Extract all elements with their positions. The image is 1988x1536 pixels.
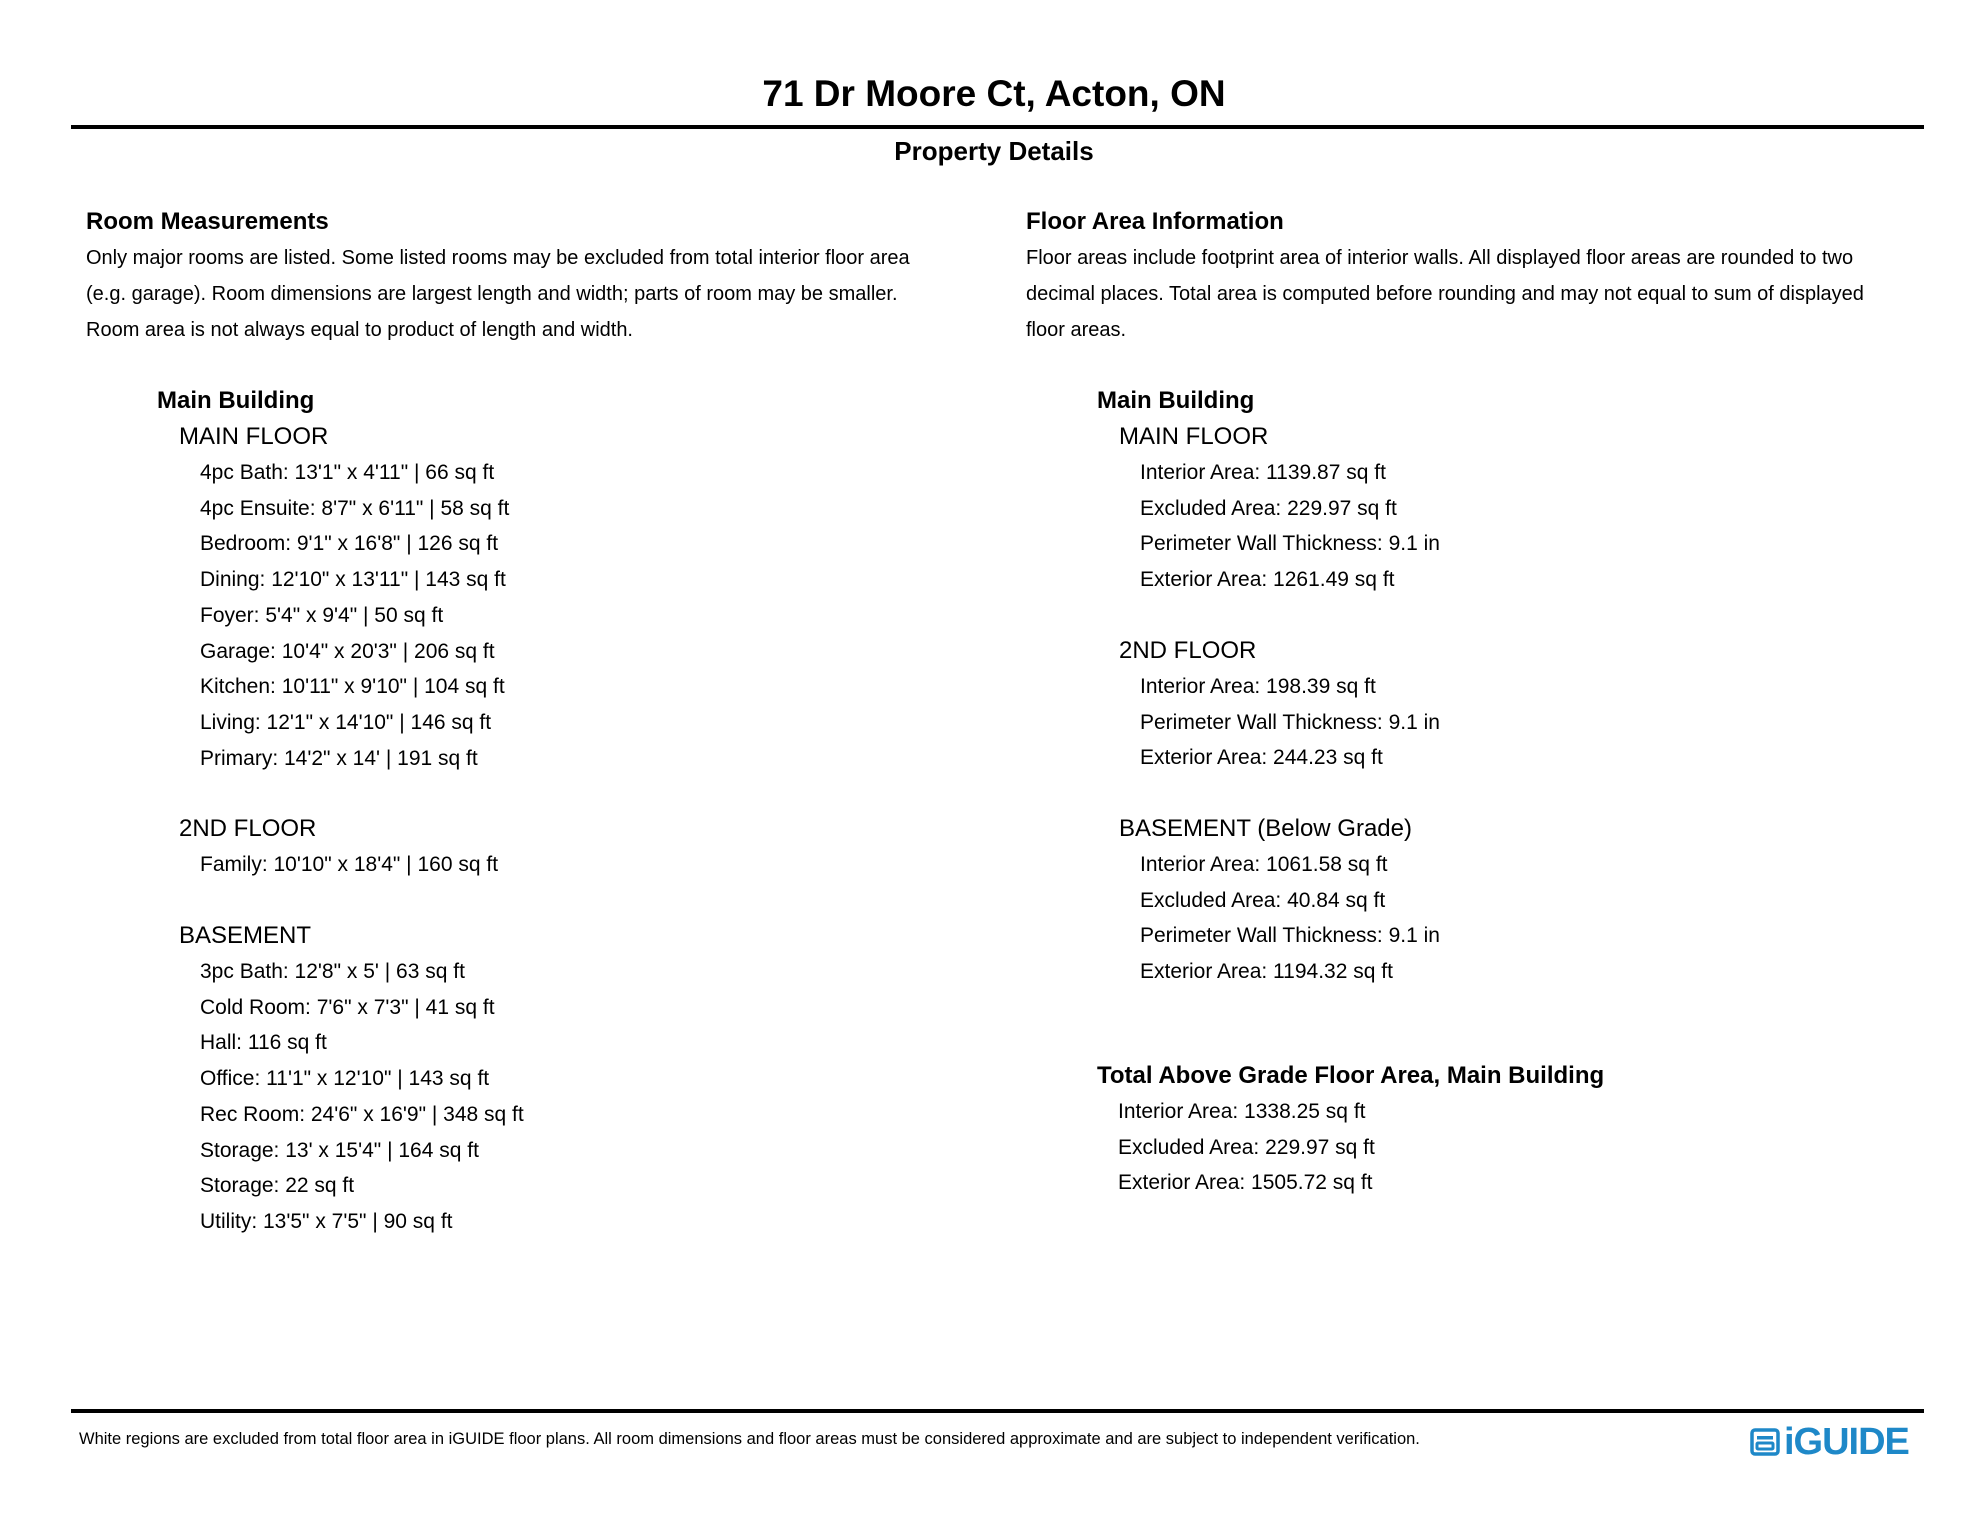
area-item: Exterior Area: 1261.49 sq ft: [1140, 568, 1395, 592]
room-measurements-heading: Room Measurements: [86, 208, 329, 235]
room-item: 3pc Bath: 12'8" x 5' | 63 sq ft: [200, 960, 465, 984]
room-item: Hall: 116 sq ft: [200, 1031, 327, 1055]
floor-name: 2ND FLOOR: [179, 815, 317, 843]
room-item: 4pc Bath: 13'1" x 4'11" | 66 sq ft: [200, 461, 495, 484]
area-list: [1097, 669, 1917, 776]
room-list: [157, 455, 957, 776]
header-divider: [71, 125, 1924, 129]
area-item: Interior Area: 1061.58 sq ft: [1140, 852, 1388, 876]
footer-note: White regions are excluded from total floor area in iGUIDE floor plans. All room dimensions and floor areas must be considered approximate and are subject to independent verification.: [79, 1430, 1420, 1448]
room-item: Foyer: 5'4" x 9'4" | 50 sq ft: [200, 603, 444, 627]
area-item: Exterior Area: 1505.72 sq ft: [1118, 1171, 1373, 1195]
room-item: Rec Room: 24'6" x 16'9" | 348 sq ft: [200, 1102, 524, 1126]
floor-area-section: [1026, 204, 1946, 348]
room-list: [157, 954, 957, 1240]
floor-area-desc-line: Floor areas include footprint area of interior walls. All displayed floor areas are rounded to two: [1026, 247, 1854, 269]
room-measurements-desc-line: Room area is not always equal to product of length and width.: [86, 319, 633, 341]
logo-text: iGUIDE: [1784, 1421, 1909, 1463]
room-item: Kitchen: 10'11" x 9'10" | 104 sq ft: [200, 675, 505, 699]
room-item: Family: 10'10" x 18'4" | 160 sq ft: [200, 853, 499, 877]
floor-name: BASEMENT (Below Grade): [1119, 814, 1412, 842]
room-item: Bedroom: 9'1" x 16'8" | 126 sq ft: [200, 532, 499, 556]
room-item: Garage: 10'4" x 20'3" | 206 sq ft: [200, 639, 495, 663]
room-measurements-section: [86, 204, 986, 348]
floor-name: MAIN FLOOR: [1119, 423, 1269, 450]
room-item: Utility: 13'5" x 7'5" | 90 sq ft: [200, 1209, 453, 1233]
area-item: Interior Area: 198.39 sq ft: [1140, 674, 1376, 698]
room-item: Office: 11'1" x 12'10" | 143 sq ft: [200, 1067, 490, 1091]
area-item: Excluded Area: 40.84 sq ft: [1140, 888, 1386, 912]
room-list: [157, 847, 957, 883]
room-item: Living: 12'1" x 14'10" | 146 sq ft: [200, 710, 492, 734]
area-item: Perimeter Wall Thickness: 9.1 in: [1140, 710, 1440, 734]
area-list: [1097, 847, 1917, 990]
floor-name: 2ND FLOOR: [1119, 636, 1257, 664]
building-name: Main Building: [157, 387, 315, 414]
area-list: [1097, 455, 1917, 598]
room-item: Primary: 14'2" x 14' | 191 sq ft: [200, 746, 478, 770]
page-title: 71 Dr Moore Ct, Acton, ON: [762, 73, 1226, 114]
room-item: Storage: 22 sq ft: [200, 1174, 355, 1198]
room-measurements-building: [157, 383, 957, 1240]
iguide-logo: [1750, 1422, 1909, 1462]
floor-area-desc-line: decimal places. Total area is computed before rounding and may not equal to sum of displayed: [1026, 283, 1864, 305]
total-area-heading: Total Above Grade Floor Area, Main Building: [1097, 1062, 1605, 1089]
footer-divider: [71, 1409, 1924, 1413]
room-measurements-desc-line: Only major rooms are listed. Some listed rooms may be excluded from total interior floor area: [86, 247, 910, 269]
room-item: Dining: 12'10" x 13'11" | 143 sq ft: [200, 568, 506, 592]
room-item: Storage: 13' x 15'4" | 164 sq ft: [200, 1138, 479, 1162]
floor-area-desc-line: floor areas.: [1026, 319, 1127, 341]
total-area-block: [1097, 1058, 1917, 1201]
area-item: Excluded Area: 229.97 sq ft: [1118, 1135, 1375, 1159]
area-item: Exterior Area: 1194.32 sq ft: [1140, 960, 1393, 984]
total-area-list: [1097, 1094, 1917, 1201]
area-item: Excluded Area: 229.97 sq ft: [1140, 496, 1397, 520]
area-item: Perimeter Wall Thickness: 9.1 in: [1140, 532, 1440, 556]
room-item: Cold Room: 7'6" x 7'3" | 41 sq ft: [200, 995, 495, 1019]
area-item: Interior Area: 1139.87 sq ft: [1140, 461, 1386, 484]
iguide-logo-icon: [1750, 1427, 1780, 1457]
room-measurements-desc-line: (e.g. garage). Room dimensions are largest length and width; parts of room may be smaller.: [86, 283, 898, 305]
floor-name: BASEMENT: [179, 922, 312, 950]
building-name: Main Building: [1097, 387, 1255, 414]
room-item: 4pc Ensuite: 8'7" x 6'11" | 58 sq ft: [200, 496, 510, 520]
floor-area-building: [1097, 383, 1917, 990]
floor-name: MAIN FLOOR: [179, 423, 329, 450]
floor-area-heading: Floor Area Information: [1026, 208, 1284, 235]
area-item: Exterior Area: 244.23 sq ft: [1140, 746, 1383, 770]
page-subtitle: Property Details: [894, 136, 1094, 166]
area-item: Interior Area: 1338.25 sq ft: [1118, 1100, 1366, 1123]
area-item: Perimeter Wall Thickness: 9.1 in: [1140, 924, 1440, 948]
